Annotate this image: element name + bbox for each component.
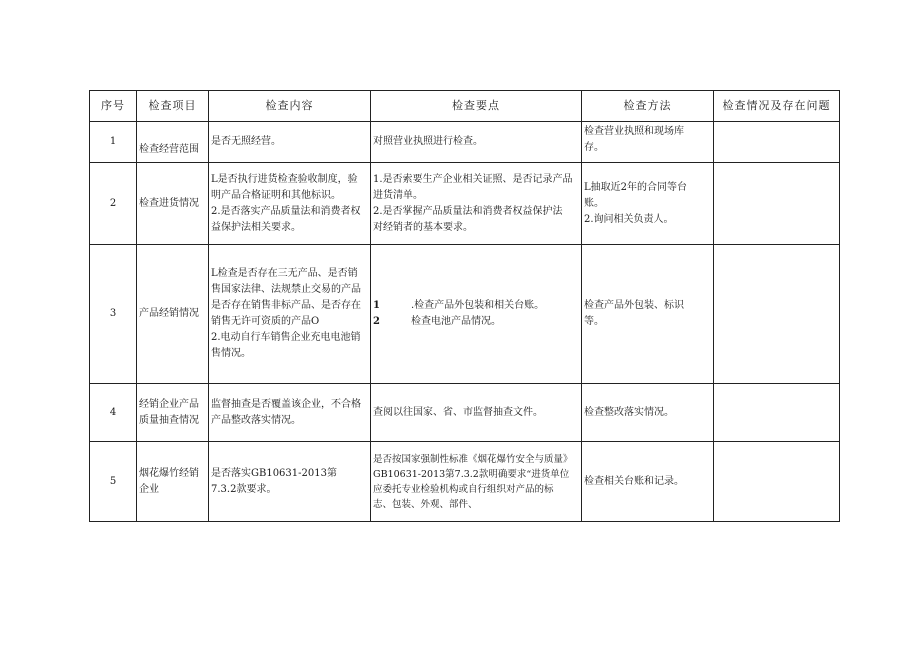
row-points [371,384,582,442]
header-row [90,91,840,122]
points-line: 志、包装、外观、部件、 [373,498,478,510]
row-result [714,384,840,442]
points-item [373,314,579,330]
row-points [371,122,582,163]
method-line: 检查相关台账和记录。 [584,475,684,487]
row-item: 检查进货情况 [137,163,209,245]
method-line: 账。 [584,197,604,209]
header-content: 检查内容 [209,91,371,122]
content-line: 监督抽查是否覆盖该企业，不合格 [211,398,361,410]
content-line: 是否存在销售非标产品、是否存在 [211,300,361,311]
points-item-num: 1 [373,300,380,311]
method-line: 存。 [584,142,604,153]
item-text: 检查经营范围 [139,144,199,155]
row-result [714,442,840,522]
table-row [90,384,840,442]
points-line: GB10631-2013第7.3.2款明确要求“进货单位 [373,468,570,480]
points-line: 1.是否索要生产企业相关证照、是否记录产品 [373,173,573,185]
method-line: 检查产品外包装、标识 [584,300,684,311]
row-content [209,442,371,522]
method-line: 检查整改落实情况。 [584,406,674,418]
points-item-text: .检查产品外包装和相关台账。 [411,300,545,311]
content-line: 7.3.2款要求。 [211,483,277,495]
row-result [714,122,840,163]
row-item: 烟花爆竹经销企业 [137,442,209,522]
content-line: 明产品合格证明和其他标识。 [211,189,341,201]
method-line: L抽取近2年的合同等台 [584,181,688,193]
inspection-table [89,90,840,522]
content-line: 是否落实GB10631-2013第 [211,467,337,479]
row-content [209,163,371,245]
points-line: 查阅以往国家、省、市监督抽查文件。 [373,406,543,418]
row-item: 经销企业产品质量抽查情况 [137,384,209,442]
row-content [209,245,371,384]
row-num: 3 [90,245,137,384]
points-item-num: 2 [373,316,380,327]
row-result [714,163,840,245]
method-line: 检查营业执照和现场库 [584,126,684,137]
row-result [714,245,840,384]
header-points: 检查要点 [371,91,582,122]
header-result: 检查情况及存在问题 [714,91,840,122]
row-method [582,122,714,163]
points-line: 进货清单。 [373,189,423,201]
table-row [90,245,840,384]
row-num: 5 [90,442,137,522]
points-item-text: 检查电池产品情况。 [411,316,501,327]
content-line: 是否无照经营。 [211,136,281,147]
row-method [582,442,714,522]
row-method [582,245,714,384]
method-line: 等。 [584,316,604,327]
header-num: 序号 [90,91,137,122]
content-line: L是否执行进货检查验收制度，验 [211,173,358,185]
table-row [90,163,840,245]
points-line: 应委托专业检验机构或自行组织对产品的标 [373,483,554,495]
content-line: 益保护法相关要求。 [211,221,301,233]
header-method: 检查方法 [582,91,714,122]
table-row [90,442,840,522]
row-method [582,163,714,245]
row-method [582,384,714,442]
row-item: 产品经销情况 [137,245,209,384]
row-points [371,245,582,384]
row-num: 4 [90,384,137,442]
row-num: 1 [90,122,137,163]
row-content [209,122,371,163]
method-line: 2.询问相关负责人。 [584,213,674,225]
row-item [137,122,209,163]
header-item: 检查项目 [137,91,209,122]
content-line: 2.电动自行车销售企业充电电池销 [211,332,361,343]
content-line: L检查是否存在三无产品、是否销 [211,268,358,279]
points-line: 对经销者的基本要求。 [373,221,473,233]
content-line: 2.是否落实产品质量法和消费者权 [211,205,361,217]
content-line: 产品整改落实情况。 [211,414,301,426]
table-row [90,122,840,163]
row-content [209,384,371,442]
row-points [371,442,582,522]
row-num: 2 [90,163,137,245]
content-line: 售情况。 [211,348,251,359]
points-line: 对照营业执照进行检查。 [373,136,483,147]
row-points [371,163,582,245]
content-line: 售国家法律、法规禁止交易的产品 [211,284,361,295]
points-line: 是否按国家强制性标准《烟花爆竹安全与质量》 [373,453,573,465]
points-line: 2.是否掌握产品质量法和消费者权益保护法 [373,205,563,217]
points-item [373,298,579,314]
content-line: 销售无许可资质的产品O [211,316,320,327]
